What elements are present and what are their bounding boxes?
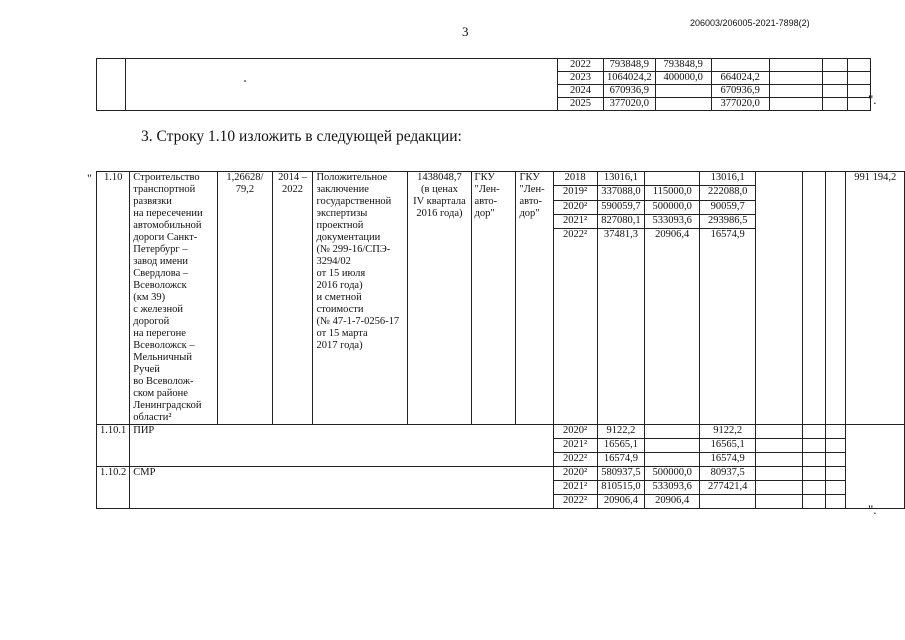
table-cell bbox=[803, 495, 826, 509]
regional-cell: 16574,9 bbox=[700, 453, 756, 467]
object-name: Строительство транспортной развязки на пересечении автомобильной дороги Санкт- Петербург – завод имени Свердлова – Всеволожск (км 39) с железной дорогой на перегоне Всеволожск – Мельничный Ручей во Всеволож- ском районе Ленинградской области² bbox=[130, 172, 218, 425]
regional-cell: 293986,5 bbox=[700, 214, 756, 228]
table-cell bbox=[822, 98, 847, 111]
table-row bbox=[97, 425, 905, 439]
table-cell bbox=[822, 85, 847, 98]
closing-quote: ". bbox=[868, 92, 877, 107]
table-cell bbox=[822, 72, 847, 85]
regional-cell: 277421,4 bbox=[700, 481, 756, 495]
year-cell: 2022² bbox=[553, 495, 597, 509]
table-row bbox=[97, 172, 905, 186]
year-cell: 2022² bbox=[553, 453, 597, 467]
row-number: 1.10.1 bbox=[97, 425, 130, 467]
year-cell: 2020² bbox=[553, 467, 597, 481]
object-name: ПИР bbox=[130, 425, 553, 467]
year-cell: 2021² bbox=[553, 481, 597, 495]
federal-cell bbox=[645, 453, 700, 467]
federal-cell bbox=[645, 439, 700, 453]
regional-cell: 377020,0 bbox=[711, 98, 769, 111]
total-cell: 20906,4 bbox=[597, 495, 645, 509]
table-cell bbox=[803, 481, 826, 495]
total-cell: 337088,0 bbox=[597, 186, 645, 200]
total-cell: 793848,9 bbox=[604, 59, 656, 72]
total-cell: 37481,3 bbox=[597, 229, 645, 425]
section-heading: 3. Строку 1.10 изложить в следующей редакции: bbox=[141, 128, 462, 145]
total-cell: 377020,0 bbox=[604, 98, 656, 111]
total-cell: 670936,9 bbox=[604, 85, 656, 98]
year-cell: 2020² bbox=[553, 200, 597, 214]
year-cell: 2021² bbox=[553, 214, 597, 228]
table-cell bbox=[825, 453, 846, 467]
table-cell bbox=[756, 439, 803, 453]
continuation-table bbox=[96, 58, 871, 111]
table-cell bbox=[847, 85, 870, 98]
total-cell: 16574,9 bbox=[597, 453, 645, 467]
table-cell bbox=[822, 59, 847, 72]
object-name: СМР bbox=[130, 467, 553, 509]
regional-cell: 670936,9 bbox=[711, 85, 769, 98]
regional-cell: 16565,1 bbox=[700, 439, 756, 453]
table-cell bbox=[769, 85, 822, 98]
regional-cell: 222088,0 bbox=[700, 186, 756, 200]
closing-quote: ". bbox=[868, 502, 877, 517]
table-cell bbox=[825, 425, 846, 439]
table-cell bbox=[756, 453, 803, 467]
table-cell bbox=[803, 453, 826, 467]
period-cell: 2014 – 2022 bbox=[272, 172, 313, 425]
federal-cell: 500000,0 bbox=[645, 467, 700, 481]
table-cell bbox=[756, 425, 803, 439]
table-cell bbox=[756, 495, 803, 509]
total-cell: 827080,1 bbox=[597, 214, 645, 228]
table-cell bbox=[825, 172, 846, 425]
table-cell bbox=[803, 425, 826, 439]
regional-cell bbox=[700, 495, 756, 509]
federal-cell: 20906,4 bbox=[645, 495, 700, 509]
table-cell bbox=[825, 481, 846, 495]
capacity-cell: 1,26628/ 79,2 bbox=[218, 172, 272, 425]
regional-cell bbox=[711, 59, 769, 72]
table-cell bbox=[756, 172, 803, 425]
table-cell bbox=[756, 481, 803, 495]
table-cell bbox=[825, 467, 846, 481]
regional-cell: 80937,5 bbox=[700, 467, 756, 481]
year-cell: 2020² bbox=[553, 425, 597, 439]
federal-cell: 533093,6 bbox=[645, 481, 700, 495]
federal-cell bbox=[645, 425, 700, 439]
regional-cell: 90059,7 bbox=[700, 200, 756, 214]
table-cell bbox=[769, 98, 822, 111]
regional-cell: 13016,1 bbox=[700, 172, 756, 186]
remaining-cell: 991 194,2 bbox=[846, 172, 905, 425]
table-cell bbox=[803, 467, 826, 481]
scan-speck bbox=[244, 80, 246, 82]
year-cell: 2024 bbox=[558, 85, 604, 98]
federal-cell: 20906,4 bbox=[645, 229, 700, 425]
table-row bbox=[97, 467, 905, 481]
federal-cell bbox=[645, 172, 700, 186]
table-cell bbox=[825, 495, 846, 509]
federal-cell bbox=[655, 85, 711, 98]
page-number: 3 bbox=[462, 24, 469, 39]
opening-quote: " bbox=[87, 171, 92, 185]
conclusion-cell: Положительное заключение государственной экспертизы проектной документации (№ 299-16/СПЭ- 3294/02 от 15 июля 2016 года) и сметной стоимости (№ 47-1-7-0256-17 от 15 марта 2017 года) bbox=[313, 172, 408, 425]
federal-cell: 533093,6 bbox=[645, 214, 700, 228]
cost-cell: 1438048,7 (в ценах IV квартала 2016 года) bbox=[408, 172, 471, 425]
year-cell: 2022 bbox=[558, 59, 604, 72]
total-cell: 16565,1 bbox=[597, 439, 645, 453]
table-cell bbox=[847, 59, 870, 72]
regional-cell: 9122,2 bbox=[700, 425, 756, 439]
federal-cell: 793848,9 bbox=[655, 59, 711, 72]
table-cell bbox=[756, 467, 803, 481]
table-cell bbox=[97, 59, 126, 111]
table-cell bbox=[846, 425, 905, 509]
regional-cell: 16574,9 bbox=[700, 229, 756, 425]
federal-cell: 500000,0 bbox=[645, 200, 700, 214]
customer-cell: ГКУ "Лен- авто- дор" bbox=[471, 172, 516, 425]
table-cell bbox=[803, 172, 826, 425]
table-cell bbox=[825, 439, 846, 453]
year-cell: 2018 bbox=[553, 172, 597, 186]
federal-cell: 115000,0 bbox=[645, 186, 700, 200]
table-cell bbox=[847, 72, 870, 85]
year-cell: 2021² bbox=[553, 439, 597, 453]
row-1-10-table bbox=[96, 171, 905, 509]
table-cell bbox=[769, 59, 822, 72]
total-cell: 810515,0 bbox=[597, 481, 645, 495]
document-id: 206003/206005-2021-7898(2) bbox=[690, 18, 810, 28]
regional-cell: 664024,2 bbox=[711, 72, 769, 85]
year-cell: 2022² bbox=[553, 229, 597, 425]
total-cell: 13016,1 bbox=[597, 172, 645, 186]
table-cell bbox=[847, 98, 870, 111]
federal-cell bbox=[655, 98, 711, 111]
total-cell: 590059,7 bbox=[597, 200, 645, 214]
total-cell: 9122,2 bbox=[597, 425, 645, 439]
developer-cell: ГКУ "Лен- авто- дор" bbox=[516, 172, 553, 425]
federal-cell: 400000,0 bbox=[655, 72, 711, 85]
table-cell bbox=[769, 72, 822, 85]
row-number: 1.10 bbox=[97, 172, 130, 425]
total-cell: 580937,5 bbox=[597, 467, 645, 481]
row-number: 1.10.2 bbox=[97, 467, 130, 509]
table-row bbox=[97, 59, 871, 72]
table-cell bbox=[803, 439, 826, 453]
table-cell bbox=[126, 59, 558, 111]
year-cell: 2019² bbox=[553, 186, 597, 200]
year-cell: 2023 bbox=[558, 72, 604, 85]
total-cell: 1064024,2 bbox=[604, 72, 656, 85]
year-cell: 2025 bbox=[558, 98, 604, 111]
